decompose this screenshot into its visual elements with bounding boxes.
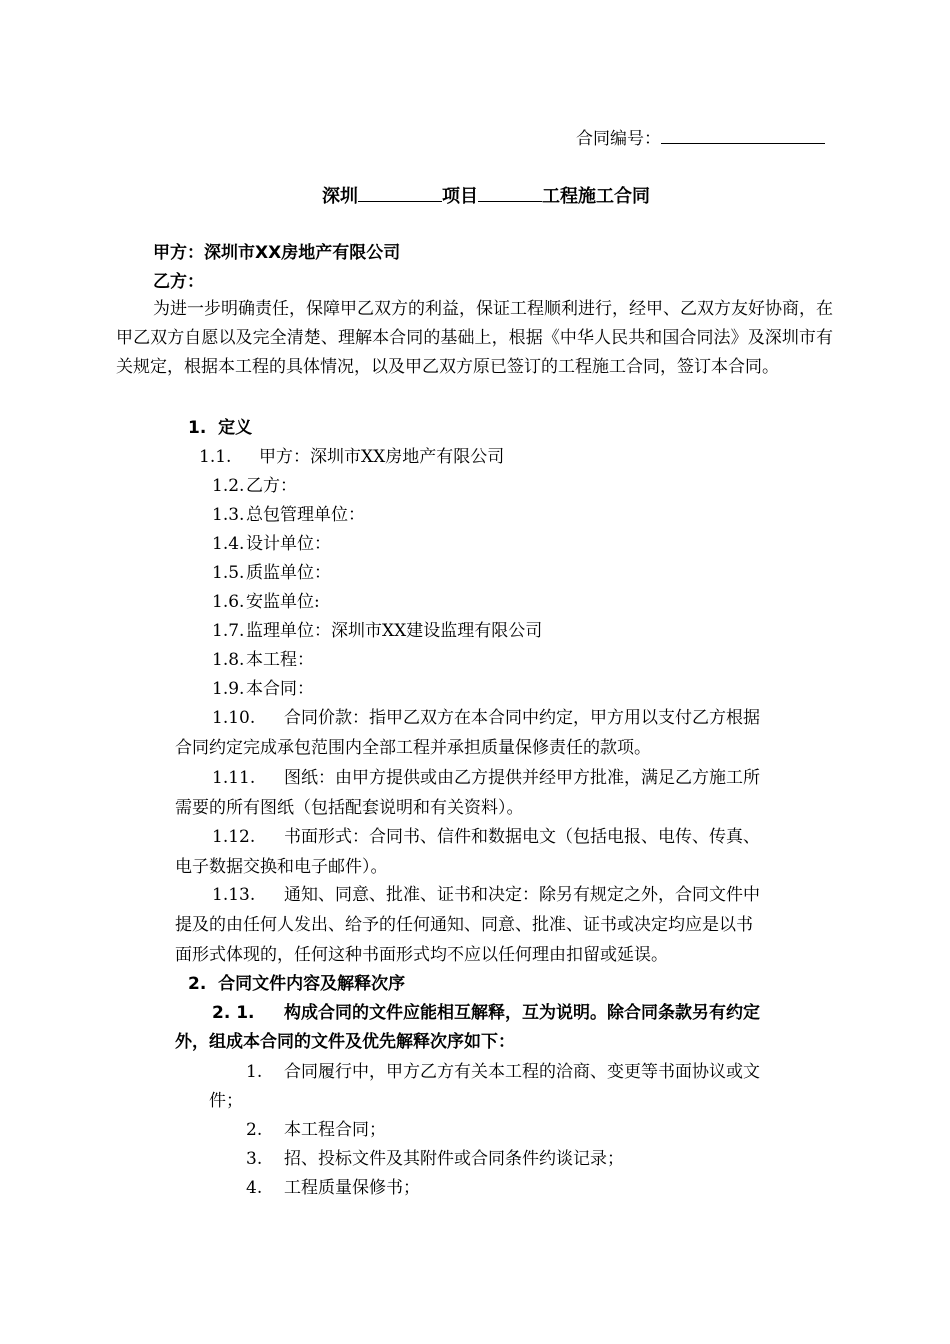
list-number: 3.	[246, 1149, 263, 1169]
definition-text: 监理单位：深圳市XX建设监理有限公司	[246, 621, 543, 641]
section-2-number: 2.	[188, 974, 207, 994]
definition-text: 总包管理单位：	[246, 505, 365, 525]
title-blank-1	[358, 183, 442, 202]
definition-1-1	[199, 445, 504, 469]
section-2-heading	[188, 972, 405, 996]
definition-1-13-cont-1: 提及的由任何人发出、给予的任何通知、同意、批准、证书或决定均应是以书	[175, 915, 753, 935]
definition-number: 1.6.	[212, 592, 245, 612]
clause-2-1-cont: 外，组成本合同的文件及优先解释次序如下：	[175, 1032, 515, 1052]
title-part1: 深圳	[322, 186, 358, 207]
party-a: 甲方：深圳市XX房地产有限公司	[153, 243, 401, 263]
title-part3: 工程施工合同	[542, 186, 650, 207]
list-item-4	[246, 1176, 420, 1200]
definition-text: 本合同：	[246, 679, 314, 699]
title-part2: 项目	[442, 186, 478, 207]
party-b: 乙方：	[153, 272, 204, 292]
list-item-1-cont: 件；	[209, 1091, 243, 1111]
definition-number: 1.7.	[212, 621, 245, 641]
definition-1-10-cont: 合同约定完成承包范围内全部工程并承担质量保修责任的款项。	[175, 738, 651, 758]
section-1-heading	[188, 416, 252, 440]
definition-number: 1.2.	[212, 476, 245, 496]
list-item-1	[246, 1060, 760, 1084]
list-text: 工程质量保修书；	[284, 1178, 420, 1198]
contract-number-label: 合同编号：	[576, 129, 661, 149]
list-item-2	[246, 1118, 386, 1142]
definition-1-12-cont: 电子数据交换和电子邮件）。	[175, 857, 388, 877]
list-text: 本工程合同；	[284, 1120, 386, 1140]
definition-1-9	[212, 677, 314, 701]
definition-number: 1.12.	[212, 827, 256, 847]
definition-number: 1.4.	[212, 534, 245, 554]
definition-1-4	[212, 532, 331, 556]
intro-paragraph: 为进一步明确责任，保障甲乙双方的利益，保证工程顺利进行，经甲、乙双方友好协商，在甲乙双方自愿以及完全清楚、理解本合同的基础上，根据《中华人民共和国合同法》及深圳市有关规定，根据本工程的具体情况，以及甲乙双方原已签订的工程施工合同，签订本合同。	[116, 299, 833, 377]
list-number: 1.	[246, 1062, 263, 1082]
definition-1-11	[212, 766, 760, 790]
definition-1-6	[212, 590, 320, 614]
definition-text: 甲方：深圳市XX房地产有限公司	[259, 447, 505, 467]
section-1-number: 1.	[188, 418, 207, 438]
definition-text: 乙方：	[246, 476, 297, 496]
definition-number: 1.8.	[212, 650, 245, 670]
list-text: 招、投标文件及其附件或合同条件约谈记录；	[284, 1149, 624, 1169]
definition-1-12	[212, 825, 760, 849]
definition-number: 1.10.	[212, 708, 256, 728]
definition-number: 1.1.	[199, 447, 232, 467]
definition-number: 1.9.	[212, 679, 245, 699]
definition-text: 通知、同意、批准、证书和决定：除另有规定之外，合同文件中	[284, 885, 760, 905]
definition-1-13-cont-2: 面形式体现的，任何这种书面形式均不应以任何理由扣留或延误。	[175, 945, 668, 965]
contract-number	[576, 125, 825, 151]
clause-number: 2. 1.	[212, 1003, 255, 1023]
definition-text: 图纸：由甲方提供或由乙方提供并经甲方批准，满足乙方施工所	[284, 768, 760, 788]
list-item-3	[246, 1147, 624, 1171]
definition-text: 本工程：	[246, 650, 314, 670]
definition-1-8	[212, 648, 314, 672]
clause-text: 构成合同的文件应能相互解释，互为说明。除合同条款另有约定	[284, 1003, 760, 1023]
definition-text: 安监单位:	[246, 592, 320, 612]
list-text: 合同履行中，甲方乙方有关本工程的洽商、变更等书面协议或文	[284, 1062, 760, 1082]
list-number: 2.	[246, 1120, 263, 1140]
section-1-title: 定义	[218, 418, 253, 438]
definition-number: 1.13.	[212, 885, 256, 905]
list-number: 4.	[246, 1178, 263, 1198]
definition-1-5	[212, 561, 331, 585]
definition-number: 1.5.	[212, 563, 245, 583]
definition-1-2	[212, 474, 297, 498]
document-title	[322, 183, 650, 209]
definition-text: 书面形式：合同书、信件和数据电文（包括电报、电传、传真、	[284, 827, 760, 847]
clause-2-1	[212, 1001, 760, 1025]
contract-number-blank	[661, 125, 825, 144]
title-blank-2	[478, 183, 542, 202]
definition-text: 质监单位：	[246, 563, 331, 583]
definition-1-11-cont: 需要的所有图纸（包括配套说明和有关资料）。	[175, 798, 524, 818]
definition-text: 设计单位：	[246, 534, 331, 554]
definition-number: 1.11.	[212, 768, 256, 788]
definition-1-3	[212, 503, 365, 527]
section-2-title: 合同文件内容及解释次序	[218, 974, 406, 994]
definition-1-10	[212, 706, 760, 730]
definition-text: 合同价款：指甲乙双方在本合同中约定，甲方用以支付乙方根据	[284, 708, 760, 728]
definition-1-7	[212, 619, 542, 643]
definition-number: 1.3.	[212, 505, 245, 525]
definition-1-13	[212, 883, 760, 907]
